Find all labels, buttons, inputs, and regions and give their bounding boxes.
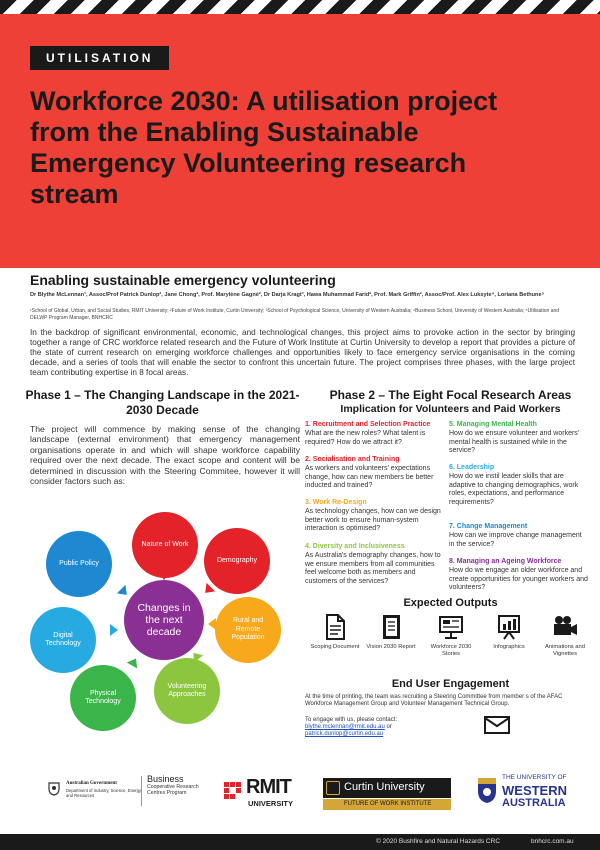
phase2-title: Phase 2 – The Eight Focal Research Areas	[329, 388, 572, 402]
arrow-icon	[110, 624, 118, 636]
changes-center-circle: Changes in the next decade	[124, 580, 204, 660]
area-heading: 4. Diversity and Inclusiveness	[305, 543, 405, 550]
engagement-contact	[305, 717, 475, 739]
stories-icon	[437, 613, 465, 641]
factor-public-policy: Public Policy	[46, 531, 112, 597]
or-text: or	[386, 724, 392, 731]
output-item	[309, 613, 361, 651]
output-label: Vision 2030 Report	[366, 644, 416, 650]
factor-physical-technology: Physical Technology	[70, 665, 136, 731]
category-tag: UTILISATION	[30, 46, 169, 70]
envelope-icon	[484, 716, 510, 734]
area-text: How do we ensure volunteer and workers' mental health is sustained while in the service?	[449, 430, 580, 455]
engagement-body: At the time of printing, the team was recruiting a Steering Committee from member s of the AFAC Workforce Management Group and Volunteer Management Technical Group.	[305, 694, 563, 708]
arrow-icon	[127, 656, 141, 669]
curtin-crest-icon	[326, 781, 340, 795]
footer-bar	[0, 834, 600, 850]
camera-icon	[551, 613, 579, 641]
contact-intro: To engage with us, please contact:	[305, 717, 398, 723]
output-item	[539, 613, 591, 658]
factor-nature-of-work: Nature of Work	[132, 512, 198, 578]
area-text: As workers and volunteers' expectations change, how can new members be better inducted and trained?	[305, 465, 434, 490]
research-area-3	[305, 499, 445, 534]
poster-title: Workforce 2030: A utilisation project from the Enabling Sustainable Emergency Volunteering research stream	[30, 86, 498, 209]
factor-demography: Demography	[204, 528, 270, 594]
area-text: How do we instil leader skills that are adaptive to changing demographics, work roles, expectations, and performance requirements?	[449, 473, 579, 506]
arrow-icon	[208, 618, 216, 630]
rmit-sub: UNIVERSITY	[248, 799, 294, 808]
output-label: Scoping Document	[310, 644, 360, 650]
business-title: Business	[147, 774, 184, 784]
area-text: As Australia's demography changes, how to we ensure members from all communities feel welcome both as members and customers of the services?	[305, 552, 441, 585]
research-area-2	[305, 456, 445, 491]
arrow-icon	[158, 572, 170, 580]
curtin-logo	[323, 778, 451, 812]
report-icon	[377, 613, 405, 641]
area-heading: 7. Change Management	[449, 523, 528, 530]
uwa-line2: WESTERN	[502, 783, 567, 798]
document-icon	[321, 613, 349, 641]
output-label: Workforce 2030 Stories	[430, 644, 472, 657]
research-area-1	[305, 421, 445, 447]
research-area-5	[449, 421, 589, 456]
area-text: How can we improve change management in the service?	[449, 532, 582, 548]
gov-line2: Department of Industry, Science, Energy and Resources	[66, 788, 142, 798]
phase1-title: Phase 1 – The Changing Landscape in the 2021-2030 Decade	[25, 388, 300, 417]
research-area-4	[305, 543, 445, 586]
phase1-body: The project will commence by making sense of the changing landscape (external environment) that emergency management organisations operate in and which will shape workforce capability required over the next decade. The exact scope and content will be determined in discussion with the Steering Commitee, however it will consider factors such as:	[30, 424, 300, 487]
area-heading: 3. Work Re-Design	[305, 499, 367, 506]
arrow-icon	[117, 585, 131, 599]
engagement-title: End User Engagement	[391, 678, 510, 690]
phase2-subtitle: Implication for Volunteers and Paid Workers	[340, 403, 561, 415]
area-text: How do we engage an older workforce and create opportunities for younger workers and volunteers?	[449, 567, 588, 592]
logo-divider	[141, 776, 142, 806]
area-heading: 5. Managing Mental Health	[449, 421, 537, 428]
arrow-icon	[201, 583, 215, 597]
partner-logos	[0, 760, 600, 832]
hazard-stripe-banner	[0, 0, 600, 14]
research-area-8	[449, 558, 589, 593]
research-area-6	[449, 464, 589, 507]
uwa-logo	[476, 772, 586, 822]
email-link-blythe[interactable]: blythe.mclennan@rmit.edu.au	[305, 724, 385, 731]
output-item	[483, 613, 535, 651]
area-heading: 1. Recruitment and Selection Practice	[305, 421, 431, 428]
curtin-name: Curtin University	[344, 781, 425, 793]
curtin-sub: FUTURE OF WORK INSTITUTE	[323, 799, 451, 810]
gov-line1: Australian Government	[66, 781, 117, 786]
factors-diagram	[30, 500, 300, 740]
uwa-line1: THE UNIVERSITY OF	[502, 774, 567, 781]
uwa-crest-icon	[476, 776, 498, 804]
research-area-7	[449, 523, 589, 549]
area-text: What are the new roles? What talent is required? How do we attract it?	[305, 430, 426, 446]
footer-url: bnhcrc.com.au	[531, 838, 574, 845]
factor-rural-remote: Rural and Remote Population	[215, 597, 281, 663]
output-item	[365, 613, 417, 651]
coat-of-arms-icon	[46, 780, 62, 796]
factor-volunteering: Volunteering Approaches	[154, 658, 220, 724]
author-list: Dr Blythe McLennan¹, Assoc/Prof Patrick Dunlop², Jane Chong², Prof. Marylène Gagné², Dr Darja Kragt³, Hawa Muhammad Farid², Prof. Mark Griffin², Assoc/Prof. Alex Luksyte⁴, Loriana Bethune⁵	[30, 292, 545, 298]
infographic-icon	[495, 613, 523, 641]
output-label: Animations and Vignettes	[545, 644, 585, 657]
footer-copyright: © 2020 Bushfire and Natural Hazards CRC	[376, 838, 501, 845]
area-heading: 6. Leadership	[449, 464, 495, 471]
rmit-name: RMIT	[246, 776, 291, 798]
area-text: As technology changes, how can we design better work to ensure human-system interaction is optimised?	[305, 508, 441, 533]
output-label: Infographics	[493, 644, 525, 650]
factor-digital-technology: Digital Technology	[30, 607, 96, 673]
rmit-pixel-icon	[222, 780, 244, 802]
area-heading: 2. Socialisation and Training	[305, 456, 400, 463]
section-title: Enabling sustainable emergency volunteering	[30, 272, 336, 288]
outputs-title: Expected Outputs	[403, 597, 498, 609]
email-link-patrick[interactable]: patrick.dunlop@curtin.edu.au	[305, 731, 384, 738]
output-item	[425, 613, 477, 658]
business-crc-logo	[147, 774, 217, 796]
affiliations: ¹School of Global, Urban, and Social Studies, RMIT University; ²Future of Work Institute, Curtin University; ³School of Psychological Science, University of Western Australia; ⁴Business School, University of Western Australia; ⁵Utilisation and DELWP Program Manager, BNHCRC	[30, 308, 560, 321]
outputs-row	[305, 613, 595, 673]
business-subtitle: Cooperative Research Centres Program	[147, 784, 199, 796]
intro-paragraph: In the backdrop of significant environmental, economic, and technological changes, this project aims to provoke action in the sector by bringing together a range of CRC workforce related research and the Future of Work Institute at Curtin University to develop a report that provides a picture of the state of current research on emerging workforce challenges and opportunities likely to face emergency service organisations in the coming decade, and a series of tools that will enable the sector to confront this uncertain future. The project comprises three phases, with the large project team contributing expertise in 8 focal areas.	[30, 328, 575, 377]
rmit-logo	[222, 776, 312, 816]
area-heading: 8. Managing an Ageing Workforce	[449, 558, 562, 565]
uwa-line3: AUSTRALIA	[502, 797, 566, 809]
